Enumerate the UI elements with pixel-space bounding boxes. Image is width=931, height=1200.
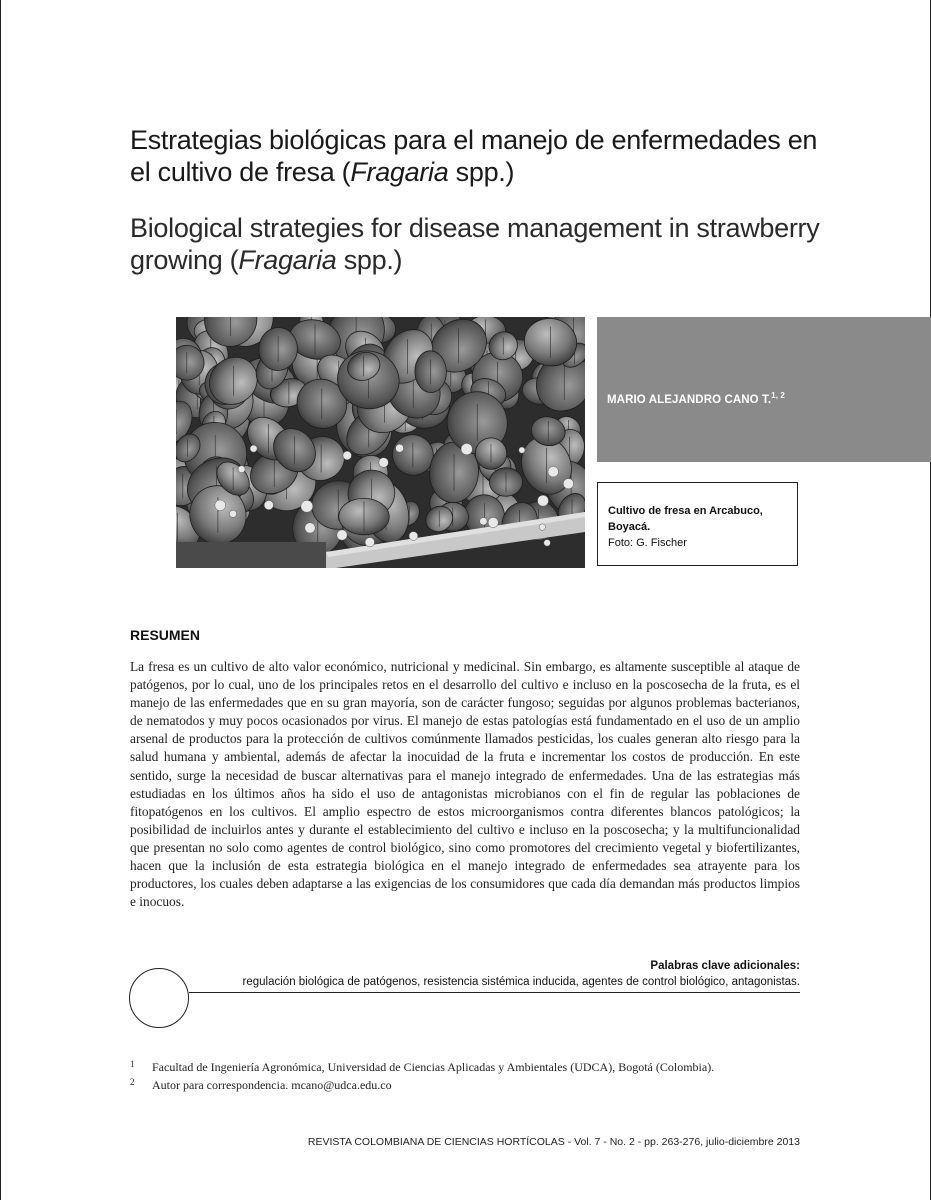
flower-or-berry <box>365 538 374 547</box>
flower-or-berry <box>548 466 559 477</box>
flower-or-berry <box>238 466 245 473</box>
keywords-list: regulación biológica de patógenos, resistencia sistémica inducida, agentes de control biológico, antagonistas. <box>242 976 800 988</box>
title-spanish <box>130 124 830 188</box>
flower-or-berry <box>519 447 525 453</box>
title-english <box>130 212 830 276</box>
flower-or-berry <box>563 479 573 489</box>
title-spanish-italic: Fragaria <box>350 157 449 187</box>
author-name-text: MARIO ALEJANDRO CANO T. <box>607 393 772 406</box>
author-affiliation-refs: 1, 2 <box>771 391 785 400</box>
flower-or-berry <box>480 518 487 525</box>
footnote-1-number: 1 <box>130 1059 135 1069</box>
footnote-2-text: Autor para correspondencia. mcano@udca.edu.co <box>152 1078 392 1092</box>
strawberry-crop-photo <box>176 317 585 568</box>
keywords-divider <box>189 992 800 993</box>
keywords-title: Palabras clave adicionales: <box>650 960 800 972</box>
footnote-1-text: Facultad de Ingeniería Agronómica, Universidad de Ciencias Aplicadas y Ambientales (UDCA), Bogotá (Colombia). <box>152 1060 715 1074</box>
flower-or-berry <box>337 530 347 540</box>
flower-or-berry <box>264 501 273 510</box>
footnote-2 <box>130 1076 810 1094</box>
flower-or-berry <box>461 443 472 454</box>
photo-caption <box>597 482 798 566</box>
flower-or-berry <box>215 500 226 511</box>
journal-footer: REVISTA COLOMBIANA DE CIENCIAS HORTÍCOLAS - Vol. 7 - No. 2 - pp. 263-276, julio-diciembre 2013 <box>307 1136 800 1148</box>
flower-or-berry <box>488 517 498 527</box>
abstract-heading: RESUMEN <box>130 627 201 643</box>
title-english-main: Biological strategies for disease management in strawberry growing ( <box>130 213 820 275</box>
title-spanish-end: spp.) <box>448 157 515 187</box>
flower-or-berry <box>409 532 418 541</box>
flower-or-berry <box>379 458 389 468</box>
title-english-italic: Fragaria <box>238 245 337 275</box>
flower-or-berry <box>544 540 551 547</box>
footnotes <box>130 1058 810 1094</box>
flower-or-berry <box>301 500 313 512</box>
caption-title: Cultivo de fresa en Arcabuco, Boyacá. <box>608 505 763 533</box>
flower-or-berry <box>250 445 257 452</box>
footnote-1 <box>130 1058 810 1076</box>
abstract-text: La fresa es un cultivo de alto valor económico, nutricional y medicinal. Sin embargo, es altamente susceptible al ataque de patógenos, por lo cual, uno de los principales retos en el desarrollo del cultivo e incluso en la poscosecha de la fruta, es el manejo de las enfermedades que en su gran mayoría, son de carácter fungoso; seguidas por algunos problemas bacterianos, de nematodos y muy pocos ocasionados por virus. El manejo de estas patologías está fundamentado en el uso de un amplio arsenal de productos para la protección de cultivos comúnmente llamados pesticidas, los cuales generan alto riesgo para la salud humana y ambiental, además de afectar la inocuidad de la fruta e incrementar los costos de producción. En este sentido, surge la necesidad de buscar alternativas para el manejo integrado de enfermedades. Una de las estrategias más estudiadas en los últimos años ha sido el uso de antagonistas microbianos con el fin de regular las poblaciones de fitopatógenos en los cultivos. El amplio espectro de estos microorganismos contra diferentes blancos patológicos; la posibilidad de incluirlos antes y durante el establecimiento del cultivo e incluso en la poscosecha; y la multifuncionalidad que presentan no solo como agentes de control biológico, sino como promotores del crecimiento vegetal y biofertilizantes, hacen que la inclusión de esta estrategia biológica en el manejo integrado de enfermedades sea atrayente para los productores, los cuales deben adaptarse a las exigencias de los consumidores que cada día demandan más productos limpios e inocuos. <box>130 659 800 910</box>
flower-or-berry <box>396 444 404 452</box>
footnote-2-number: 2 <box>130 1077 135 1087</box>
title-spanish-main: Estrategias biológicas para el manejo de enfermedades en el cultivo de fresa ( <box>130 125 818 187</box>
title-english-end: spp.) <box>336 245 403 275</box>
flower-or-berry <box>229 510 236 517</box>
flower-or-berry <box>343 451 352 460</box>
flower-or-berry <box>538 495 549 506</box>
flower-or-berry <box>305 523 315 533</box>
flower-or-berry <box>539 524 545 530</box>
author-box <box>597 317 931 462</box>
keywords-circle-ornament <box>129 968 189 1028</box>
author-name <box>607 391 785 406</box>
page-border-left <box>0 0 1 1200</box>
caption-credit: Foto: G. Fischer <box>608 537 687 549</box>
